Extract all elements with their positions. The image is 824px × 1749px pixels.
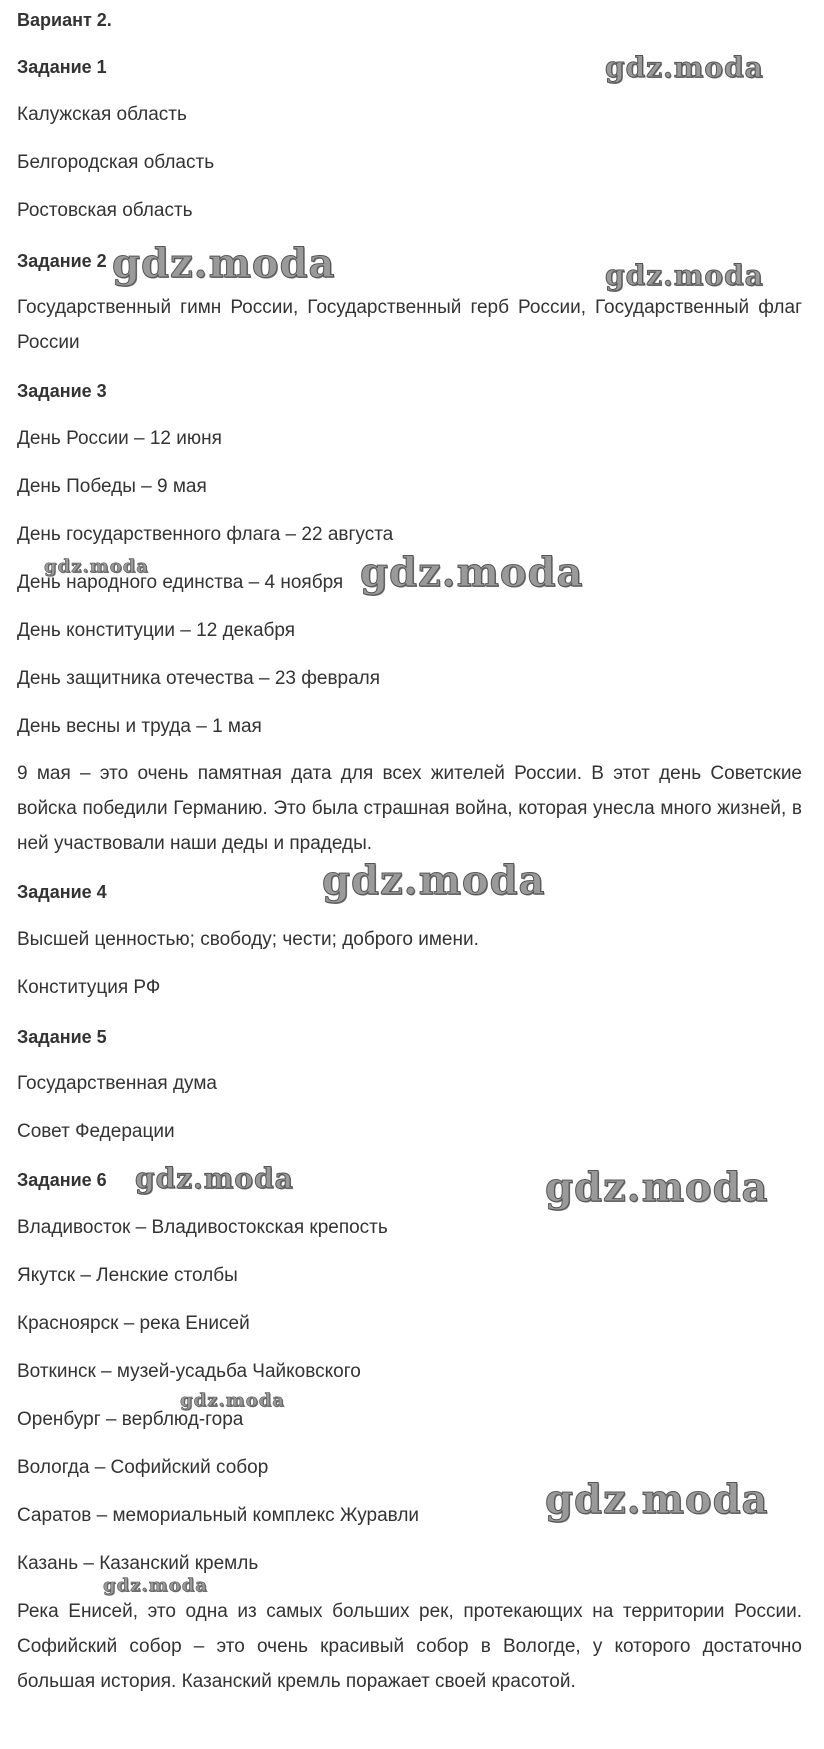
task-4-item: Конституция РФ: [17, 977, 161, 998]
task-6-item: Воткинск – музей-усадьба Чайковского: [17, 1361, 361, 1382]
task-3-item: День России – 12 июня: [17, 428, 222, 449]
task-6-item: Владивосток – Владивостокская крепость: [17, 1217, 388, 1238]
task-5-item: Совет Федерации: [17, 1121, 175, 1142]
task-4-item: Высшей ценностью; свободу; чести; доброго имени.: [17, 929, 479, 950]
task-5-item: Государственная дума: [17, 1073, 217, 1094]
watermark: gdz.moda: [103, 1575, 208, 1596]
task-1-item: Белгородская область: [17, 152, 215, 173]
watermark: gdz.moda: [112, 240, 336, 287]
watermark: gdz.moda: [545, 1164, 769, 1211]
task-2-heading: Задание 2: [17, 251, 107, 271]
watermark: gdz.moda: [135, 1162, 294, 1195]
task-3-heading: Задание 3: [17, 381, 107, 401]
task-3-item: День весны и труда – 1 мая: [17, 716, 262, 737]
task-3-item: День государственного флага – 22 августа: [17, 524, 394, 545]
watermark: gdz.moda: [545, 1476, 769, 1523]
task-3-item: День защитника отечества – 23 февраля: [17, 668, 381, 689]
task-6-item: Саратов – мемориальный комплекс Журавли: [17, 1505, 420, 1526]
task-1-heading: Задание 1: [17, 57, 107, 77]
task-1-item: Ростовская область: [17, 200, 193, 221]
task-1-item: Калужская область: [17, 104, 187, 125]
task-2-text: Государственный гимн России, Государственный герб России, Государственный флаг России: [17, 297, 802, 353]
task-6-item: Вологда – Софийский собор: [17, 1457, 269, 1478]
task-6-paragraph: Река Енисей, это одна из самых больших рек, протекающих на территории России. Софийский собор – это очень красивый собор в Вологде, у которого достаточно большая история. Казанский кремль поражает своей красотой.: [17, 1601, 802, 1692]
watermark: gdz.moda: [360, 549, 584, 596]
task-6-heading: Задание 6: [17, 1170, 107, 1190]
task-6-item: Красноярск – река Енисей: [17, 1313, 250, 1334]
watermark: gdz.moda: [322, 857, 546, 904]
page-title: Вариант 2.: [17, 10, 112, 30]
task-3-item: День народного единства – 4 ноября: [17, 572, 344, 593]
watermark: gdz.moda: [44, 556, 149, 577]
watermark: gdz.moda: [180, 1390, 285, 1411]
task-6-item: Казань – Казанский кремль: [17, 1553, 259, 1574]
task-6-item: Якутск – Ленские столбы: [17, 1265, 238, 1286]
task-4-heading: Задание 4: [17, 882, 107, 902]
watermark: gdz.moda: [605, 259, 764, 292]
task-3-item: День конституции – 12 декабря: [17, 620, 296, 641]
task-3-paragraph: 9 мая – это очень памятная дата для всех жителей России. В этот день Советские войска победили Германию. Это была страшная война, которая унесла много жизней, в ней участвовали наши деды и прадеды.: [17, 763, 802, 854]
task-5-heading: Задание 5: [17, 1027, 107, 1047]
task-6-item: Оренбург – верблюд-гора: [17, 1409, 244, 1430]
watermark: gdz.moda: [605, 51, 764, 84]
task-3-item: День Победы – 9 мая: [17, 476, 207, 497]
